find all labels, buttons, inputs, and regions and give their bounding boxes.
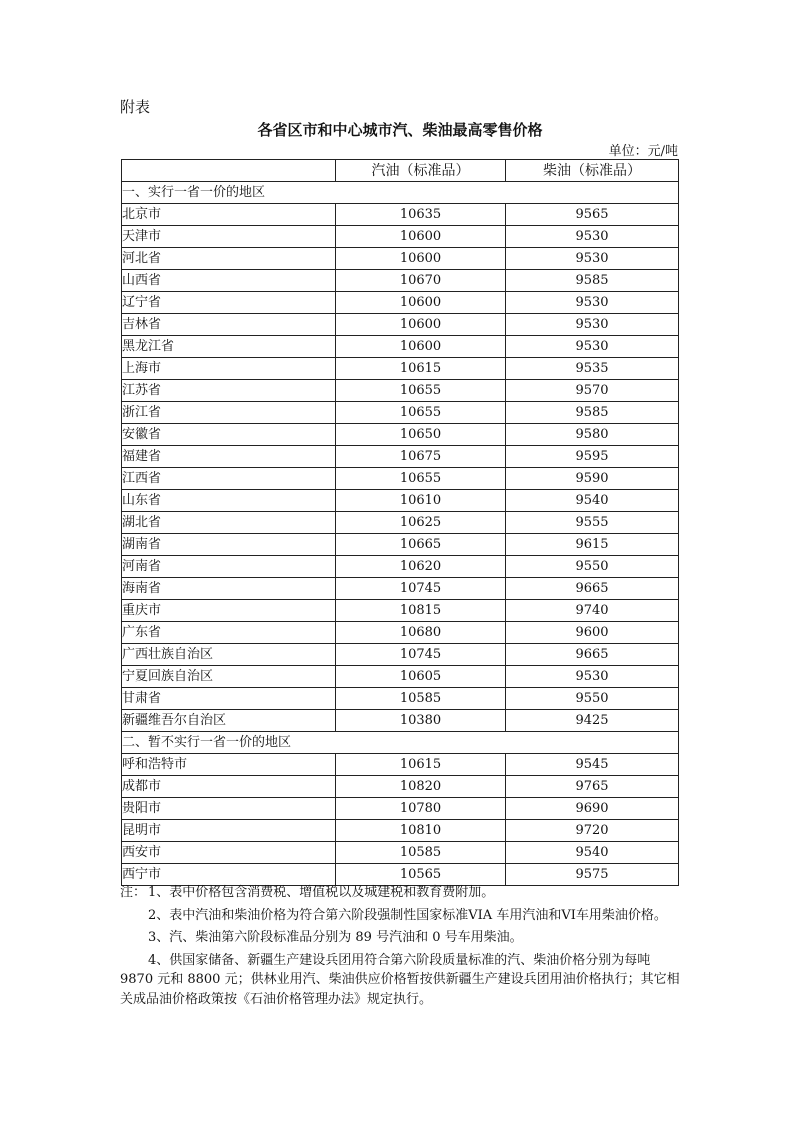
diesel-price-cell: 9555 xyxy=(506,512,679,534)
table-header-row xyxy=(122,160,679,182)
section-heading-row xyxy=(122,182,679,204)
gasoline-price-cell: 10655 xyxy=(336,402,506,424)
region-cell: 江苏省 xyxy=(122,380,336,402)
section-heading: 一、实行一省一价的地区 xyxy=(122,182,679,204)
table-row xyxy=(122,578,679,600)
diesel-price-cell: 9540 xyxy=(506,842,679,864)
diesel-price-cell: 9575 xyxy=(506,864,679,886)
region-cell: 江西省 xyxy=(122,468,336,490)
gasoline-price-cell: 10745 xyxy=(336,644,506,666)
note-text: 1、表中价格包含消费税、增值税以及城建税和教育费附加。 xyxy=(148,885,495,900)
gasoline-price-cell: 10655 xyxy=(336,380,506,402)
gasoline-price-cell: 10655 xyxy=(336,468,506,490)
gasoline-price-cell: 10615 xyxy=(336,754,506,776)
diesel-price-cell: 9585 xyxy=(506,402,679,424)
diesel-price-cell: 9665 xyxy=(506,578,679,600)
gasoline-price-cell: 10820 xyxy=(336,776,506,798)
table-row xyxy=(122,270,679,292)
gasoline-price-cell: 10605 xyxy=(336,666,506,688)
table-row xyxy=(122,490,679,512)
section-heading-row xyxy=(122,732,679,754)
region-cell: 西安市 xyxy=(122,842,336,864)
diesel-price-cell: 9595 xyxy=(506,446,679,468)
diesel-price-cell: 9425 xyxy=(506,710,679,732)
gasoline-price-cell: 10600 xyxy=(336,248,506,270)
gasoline-price-cell: 10610 xyxy=(336,490,506,512)
diesel-price-cell: 9530 xyxy=(506,248,679,270)
gasoline-price-cell: 10600 xyxy=(336,226,506,248)
gasoline-price-cell: 10670 xyxy=(336,270,506,292)
region-cell: 贵阳市 xyxy=(122,798,336,820)
section-heading: 二、暂不实行一省一价的地区 xyxy=(122,732,679,754)
diesel-price-cell: 9550 xyxy=(506,556,679,578)
gasoline-price-cell: 10600 xyxy=(336,314,506,336)
table-row xyxy=(122,710,679,732)
diesel-price-cell: 9565 xyxy=(506,204,679,226)
gasoline-price-cell: 10745 xyxy=(336,578,506,600)
diesel-price-cell: 9530 xyxy=(506,314,679,336)
table-row xyxy=(122,402,679,424)
note-item: 4、供国家储备、新疆生产建设兵团用符合第六阶段质量标准的汽、柴油价格分别为每吨 9870 元和 8800 元；供林业用汽、柴油供应价格暂按供新疆生产建设兵团用油价格执行；其它相关成品油价格政策按《石油价格管理办法》规定执行。 xyxy=(120,952,680,1007)
region-cell: 甘肃省 xyxy=(122,688,336,710)
gasoline-price-cell: 10815 xyxy=(336,600,506,622)
diesel-price-cell: 9540 xyxy=(506,490,679,512)
diesel-price-cell: 9580 xyxy=(506,424,679,446)
region-cell: 河北省 xyxy=(122,248,336,270)
diesel-price-cell: 9615 xyxy=(506,534,679,556)
note-item xyxy=(120,883,680,903)
diesel-price-cell: 9765 xyxy=(506,776,679,798)
diesel-price-cell: 9545 xyxy=(506,754,679,776)
region-cell: 吉林省 xyxy=(122,314,336,336)
price-table xyxy=(121,159,679,886)
diesel-price-cell: 9585 xyxy=(506,270,679,292)
diesel-price-cell: 9740 xyxy=(506,600,679,622)
unit-label: 单位：元/吨 xyxy=(608,144,678,159)
table-row xyxy=(122,820,679,842)
appendix-label: 附表 xyxy=(120,98,151,116)
region-cell: 湖南省 xyxy=(122,534,336,556)
gasoline-price-cell: 10565 xyxy=(336,864,506,886)
table-row xyxy=(122,446,679,468)
table-row xyxy=(122,600,679,622)
table-row xyxy=(122,380,679,402)
region-cell: 西宁市 xyxy=(122,864,336,886)
diesel-price-cell: 9550 xyxy=(506,688,679,710)
region-cell: 安徽省 xyxy=(122,424,336,446)
region-cell: 上海市 xyxy=(122,358,336,380)
gasoline-price-cell: 10650 xyxy=(336,424,506,446)
region-cell: 福建省 xyxy=(122,446,336,468)
note-item: 2、表中汽油和柴油价格为符合第六阶段强制性国家标准VIA 车用汽油和VI车用柴油价格。 xyxy=(148,907,667,923)
region-cell: 成都市 xyxy=(122,776,336,798)
table-row xyxy=(122,776,679,798)
table-row xyxy=(122,292,679,314)
region-cell: 呼和浩特市 xyxy=(122,754,336,776)
diesel-price-cell: 9535 xyxy=(506,358,679,380)
document-title: 各省区市和中心城市汽、柴油最高零售价格 xyxy=(257,121,543,139)
gasoline-price-cell: 10780 xyxy=(336,798,506,820)
diesel-price-cell: 9665 xyxy=(506,644,679,666)
gasoline-price-cell: 10600 xyxy=(336,336,506,358)
table-row xyxy=(122,644,679,666)
region-cell: 广东省 xyxy=(122,622,336,644)
diesel-price-cell: 9530 xyxy=(506,336,679,358)
table-row xyxy=(122,336,679,358)
notes-section xyxy=(120,883,680,1009)
diesel-price-cell: 9690 xyxy=(506,798,679,820)
region-cell: 山西省 xyxy=(122,270,336,292)
region-cell: 海南省 xyxy=(122,578,336,600)
diesel-price-cell: 9600 xyxy=(506,622,679,644)
column-header-gasoline: 汽油（标准品） xyxy=(336,160,506,182)
region-cell: 重庆市 xyxy=(122,600,336,622)
gasoline-price-cell: 10635 xyxy=(336,204,506,226)
region-cell: 昆明市 xyxy=(122,820,336,842)
region-cell: 山东省 xyxy=(122,490,336,512)
table-row xyxy=(122,512,679,534)
gasoline-price-cell: 10675 xyxy=(336,446,506,468)
table-row xyxy=(122,798,679,820)
region-cell: 天津市 xyxy=(122,226,336,248)
gasoline-price-cell: 10680 xyxy=(336,622,506,644)
diesel-price-cell: 9530 xyxy=(506,292,679,314)
region-cell: 湖北省 xyxy=(122,512,336,534)
table-row xyxy=(122,842,679,864)
diesel-price-cell: 9570 xyxy=(506,380,679,402)
gasoline-price-cell: 10620 xyxy=(336,556,506,578)
table-row xyxy=(122,358,679,380)
table-body xyxy=(122,182,679,886)
table-row xyxy=(122,248,679,270)
table-row xyxy=(122,314,679,336)
region-cell: 新疆维吾尔自治区 xyxy=(122,710,336,732)
gasoline-price-cell: 10585 xyxy=(336,688,506,710)
gasoline-price-cell: 10625 xyxy=(336,512,506,534)
diesel-price-cell: 9530 xyxy=(506,666,679,688)
gasoline-price-cell: 10380 xyxy=(336,710,506,732)
table-row xyxy=(122,556,679,578)
notes-prefix: 注： xyxy=(120,885,147,900)
table-row xyxy=(122,204,679,226)
table-row xyxy=(122,424,679,446)
region-cell: 宁夏回族自治区 xyxy=(122,666,336,688)
gasoline-price-cell: 10585 xyxy=(336,842,506,864)
region-cell: 广西壮族自治区 xyxy=(122,644,336,666)
table-row xyxy=(122,754,679,776)
table-row xyxy=(122,622,679,644)
table-row xyxy=(122,688,679,710)
table-row xyxy=(122,226,679,248)
column-header-region xyxy=(122,160,336,182)
table-row xyxy=(122,468,679,490)
diesel-price-cell: 9530 xyxy=(506,226,679,248)
region-cell: 北京市 xyxy=(122,204,336,226)
gasoline-price-cell: 10810 xyxy=(336,820,506,842)
note-item: 3、汽、柴油第六阶段标准品分别为 89 号汽油和 0 号车用柴油。 xyxy=(148,930,523,945)
diesel-price-cell: 9720 xyxy=(506,820,679,842)
region-cell: 河南省 xyxy=(122,556,336,578)
gasoline-price-cell: 10615 xyxy=(336,358,506,380)
gasoline-price-cell: 10600 xyxy=(336,292,506,314)
diesel-price-cell: 9590 xyxy=(506,468,679,490)
region-cell: 黑龙江省 xyxy=(122,336,336,358)
region-cell: 辽宁省 xyxy=(122,292,336,314)
table-row xyxy=(122,666,679,688)
region-cell: 浙江省 xyxy=(122,402,336,424)
column-header-diesel: 柴油（标准品） xyxy=(506,160,679,182)
table-row xyxy=(122,534,679,556)
gasoline-price-cell: 10665 xyxy=(336,534,506,556)
